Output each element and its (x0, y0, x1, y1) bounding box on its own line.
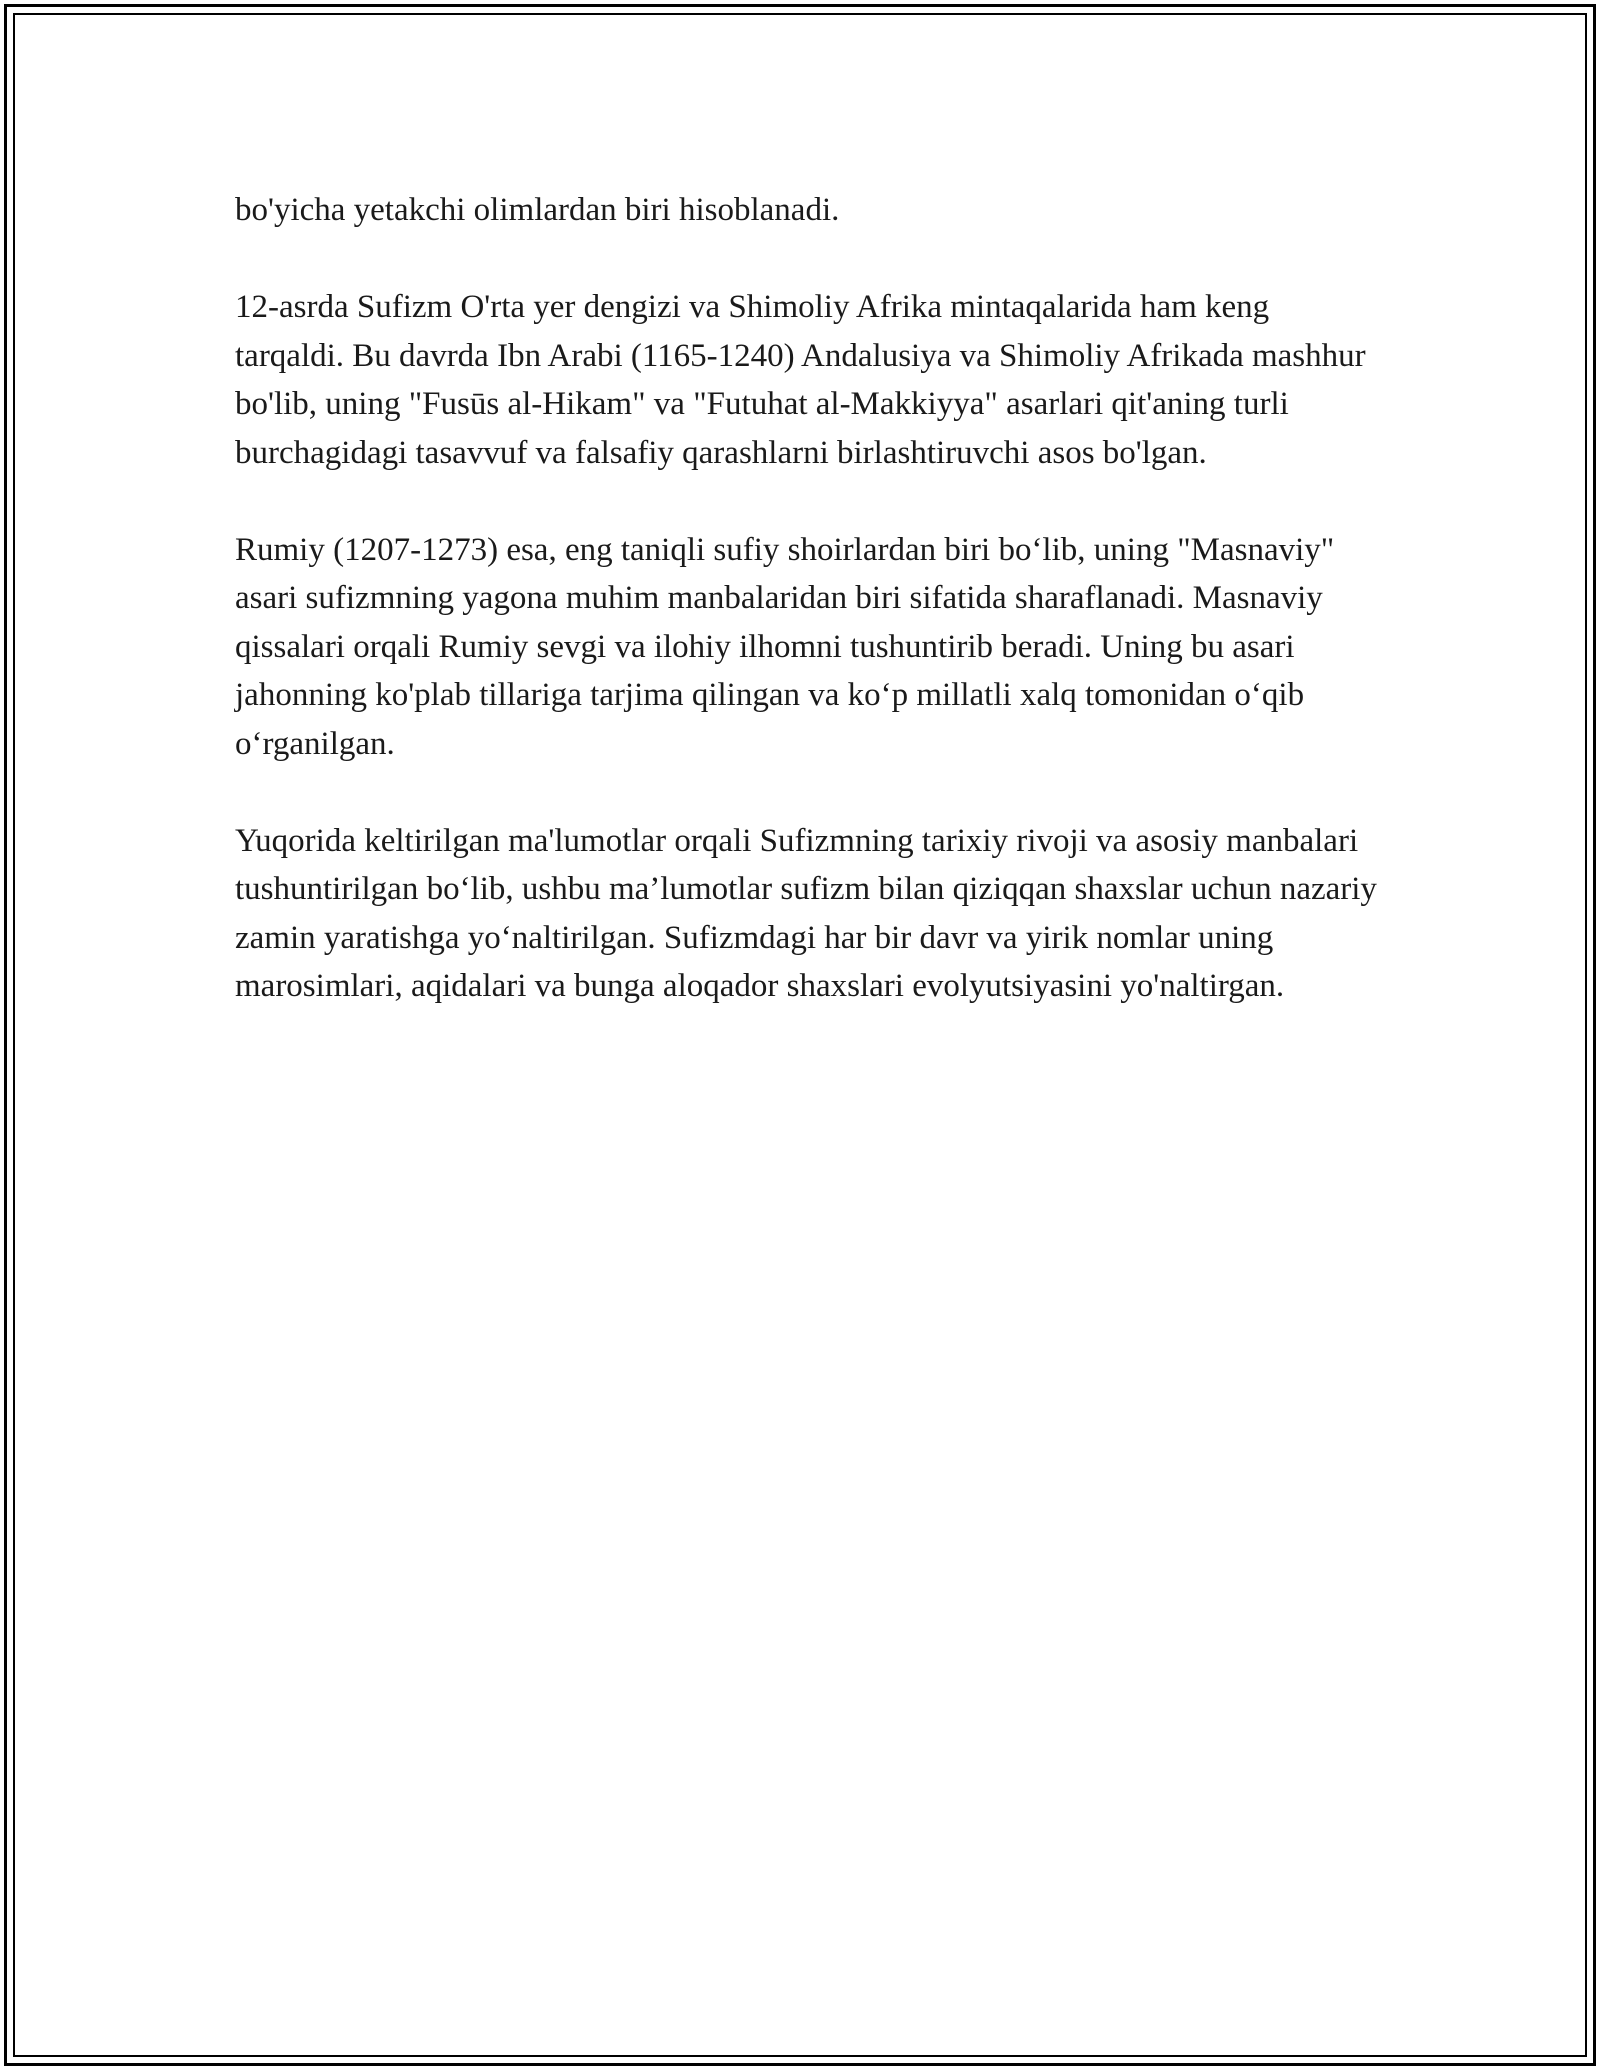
paragraph-rumiy: Rumiy (1207-1273) esa, eng taniqli sufiy shoirlardan biri bo‘lib, uning "Masnaviy" asari sufizmning yagona muhim manbalaridan biri sifatida sharaflanadi. Masnaviy qissalari orqali Rumiy sevgi va ilohiy ilhomni tushuntirib beradi. Uning bu asari jahonning ko'plab tillariga tarjima qilingan va ko‘p millatli xalq tomonidan o‘qib o‘rganilgan. (235, 531, 1335, 762)
paragraph-ibn-arabi: 12-asrda Sufizm O'rta yer dengizi va Shimoliy Afrika mintaqalarida ham keng tarqaldi. Bu davrda Ibn Arabi (1165-1240) Andalusiya va Shimoliy Afrikada mashhur bo'lib, uning "Fusūs al-Hikam" va "Futuhat al-Makkiyya" asarlari qit'aning turli burchagidagi tasavvuf va falsafiy qarashlarni birlashtiruvchi asos bo'lgan. (235, 289, 1366, 471)
paragraph-continuation: bo'yicha yetakchi olimlardan biri hisoblanadi. (235, 192, 840, 228)
document-body (235, 186, 1385, 1059)
paragraph-summary: Yuqorida keltirilgan ma'lumotlar orqali Sufizmning tarixiy rivoji va asosiy manbalari tushuntirilgan bo‘lib, ushbu ma’lumotlar sufizm bilan qiziqqan shaxslar uchun nazariy zamin yaratishga yo‘naltirilgan. Sufizmdagi har bir davr va yirik nomlar uning marosimlari, aqidalari va bunga aloqador shaxslari evolyutsiyasini yo'naltirgan. (235, 822, 1377, 1004)
